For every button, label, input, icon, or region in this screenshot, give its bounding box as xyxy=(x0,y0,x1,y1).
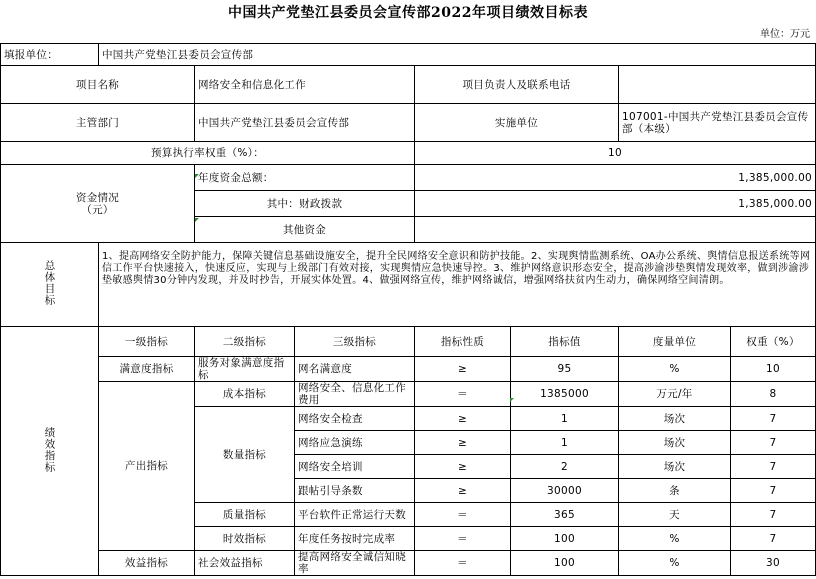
level1-cell: 产出指标 xyxy=(99,382,195,551)
header-value: 指标值 xyxy=(511,327,619,357)
reporting-unit-value: 中国共产党垫江县委员会宣传部 xyxy=(99,44,816,66)
nature-cell: ≥ xyxy=(415,455,511,479)
level3-cell: 网络安全培训 xyxy=(295,455,415,479)
level1-cell: 满意度指标 xyxy=(99,357,195,382)
funds-total-value: 1,385,000.00 xyxy=(415,165,816,191)
funds-label xyxy=(1,165,195,243)
reporting-unit-row xyxy=(1,44,816,66)
header-unit: 度量单位 xyxy=(619,327,731,357)
unit-cell: 条 xyxy=(619,479,731,503)
unit-cell: 万元/年 xyxy=(619,382,731,407)
header-nature: 指标性质 xyxy=(415,327,511,357)
value-cell: 2 xyxy=(511,455,619,479)
project-name-value: 网络安全和信息化工作 xyxy=(195,66,415,104)
unit-label: 单位：万元 xyxy=(760,29,810,40)
funds-total-row xyxy=(1,165,816,191)
level3-cell: 提高网络安全诚信知晓率 xyxy=(295,551,415,576)
overall-goal-text: 1、提高网络安全防护能力，保障关键信息基础设施安全，提升全民网络安全意识和防护技能。2、实现舆情监测系统、OA办公系统、舆情信息报送系统等网信工作平台快速接入，快速反应，实现与上级部门有效对接，实现舆情应急快速导控。3、维护网络意识形态安全，提高涉渝涉垫舆情发现效率，做到涉渝涉垫敏感舆情30分钟内发现，并及时抄告，开展实体处置。4、做强网络宣传，维护网络诚信，增强网络扶贫内生动力，确保网络空间清朗。 xyxy=(99,243,816,327)
level3-cell: 网络安全、信息化工作费用 xyxy=(295,382,415,407)
value-cell: 100 xyxy=(511,551,619,576)
funds-label-line1: 资金情况 xyxy=(75,191,120,204)
nature-cell: ≥ xyxy=(415,407,511,431)
page-title: 中国共产党垫江县委员会宣传部2022年项目绩效目标表 xyxy=(228,5,588,21)
nature-cell: ＝ xyxy=(415,382,511,407)
level3-cell: 网名满意度 xyxy=(295,357,415,382)
indicators-label xyxy=(1,327,99,576)
project-name-label: 项目名称 xyxy=(1,66,195,104)
table-row xyxy=(1,382,816,407)
overall-goal-label-text: 总体目标 xyxy=(43,260,56,306)
value-cell: 1385000 xyxy=(511,382,619,407)
weight-cell: 7 xyxy=(731,407,816,431)
funds-fiscal-label: 其中：财政拨款 xyxy=(195,191,415,217)
nature-cell: ＝ xyxy=(415,527,511,551)
weight-cell: 7 xyxy=(731,503,816,527)
nature-cell: ＝ xyxy=(415,551,511,576)
budget-weight-label: 预算执行率权重（%）： xyxy=(1,142,415,165)
weight-cell: 7 xyxy=(731,527,816,551)
table-row xyxy=(1,551,816,576)
value-cell: 100 xyxy=(511,527,619,551)
weight-cell: 7 xyxy=(731,455,816,479)
cell-marker-icon xyxy=(195,174,199,178)
unit-cell: % xyxy=(619,357,731,382)
header-level3: 三级指标 xyxy=(295,327,415,357)
level2-cell: 成本指标 xyxy=(195,382,295,407)
level2-cell: 时效指标 xyxy=(195,527,295,551)
cell-marker-icon xyxy=(510,398,514,402)
weight-cell: 10 xyxy=(731,357,816,382)
nature-cell: ≥ xyxy=(415,357,511,382)
nature-cell: ≥ xyxy=(415,431,511,455)
overall-goal-label xyxy=(1,243,99,327)
unit-cell: % xyxy=(619,551,731,576)
header-level2: 二级指标 xyxy=(195,327,295,357)
nature-cell: ＝ xyxy=(415,503,511,527)
level2-cell: 社会效益指标 xyxy=(195,551,295,576)
indicators-label-text: 绩效指标 xyxy=(43,426,56,473)
header-weight: 权重（%） xyxy=(731,327,816,357)
value-cell: 30000 xyxy=(511,479,619,503)
nature-cell: ≥ xyxy=(415,479,511,503)
value-cell: 95 xyxy=(511,357,619,382)
weight-cell: 7 xyxy=(731,479,816,503)
indicator-header-row xyxy=(1,327,816,357)
level2-cell: 服务对象满意度指标 xyxy=(195,357,295,382)
project-contact-value xyxy=(619,66,816,104)
table-row xyxy=(1,357,816,382)
level1-cell: 效益指标 xyxy=(99,551,195,576)
funds-other-label: 其他资金 xyxy=(195,217,415,243)
funds-other-value xyxy=(415,217,816,243)
unit-cell: 场次 xyxy=(619,407,731,431)
level3-cell: 年度任务按时完成率 xyxy=(295,527,415,551)
level3-cell: 网络安全检查 xyxy=(295,407,415,431)
value-cell: 1 xyxy=(511,407,619,431)
cell-marker-icon xyxy=(195,218,199,222)
budget-weight-value: 10 xyxy=(415,142,816,165)
overall-goal-row xyxy=(1,243,816,327)
funds-fiscal-value: 1,385,000.00 xyxy=(415,191,816,217)
unit-cell: 天 xyxy=(619,503,731,527)
value-cell: 365 xyxy=(511,503,619,527)
project-contact-label: 项目负责人及联系电话 xyxy=(415,66,619,104)
weight-cell: 30 xyxy=(731,551,816,576)
level3-cell: 平台软件正常运行天数 xyxy=(295,503,415,527)
project-row xyxy=(1,66,816,104)
level3-cell: 跟帖引导条数 xyxy=(295,479,415,503)
value-cell: 1 xyxy=(511,431,619,455)
level2-cell: 质量指标 xyxy=(195,503,295,527)
implementing-unit-label: 实施单位 xyxy=(415,104,619,142)
level2-cell: 数量指标 xyxy=(195,407,295,503)
department-label: 主管部门 xyxy=(1,104,195,142)
reporting-unit-label: 填报单位： xyxy=(1,44,99,66)
department-row xyxy=(1,104,816,142)
weight-cell: 8 xyxy=(731,382,816,407)
funds-total-label: 年度资金总额： xyxy=(195,165,415,191)
funds-label-line2: （元） xyxy=(81,203,114,216)
unit-cell: 场次 xyxy=(619,455,731,479)
weight-cell: 7 xyxy=(731,431,816,455)
unit-cell: 场次 xyxy=(619,431,731,455)
unit-cell: % xyxy=(619,527,731,551)
level3-cell: 网络应急演练 xyxy=(295,431,415,455)
header-level1: 一级指标 xyxy=(99,327,195,357)
budget-weight-row xyxy=(1,142,816,165)
department-value: 中国共产党垫江县委员会宣传部 xyxy=(195,104,415,142)
performance-target-table xyxy=(0,43,816,576)
implementing-unit-value: 107001-中国共产党垫江县委员会宣传部（本级） xyxy=(619,104,816,142)
